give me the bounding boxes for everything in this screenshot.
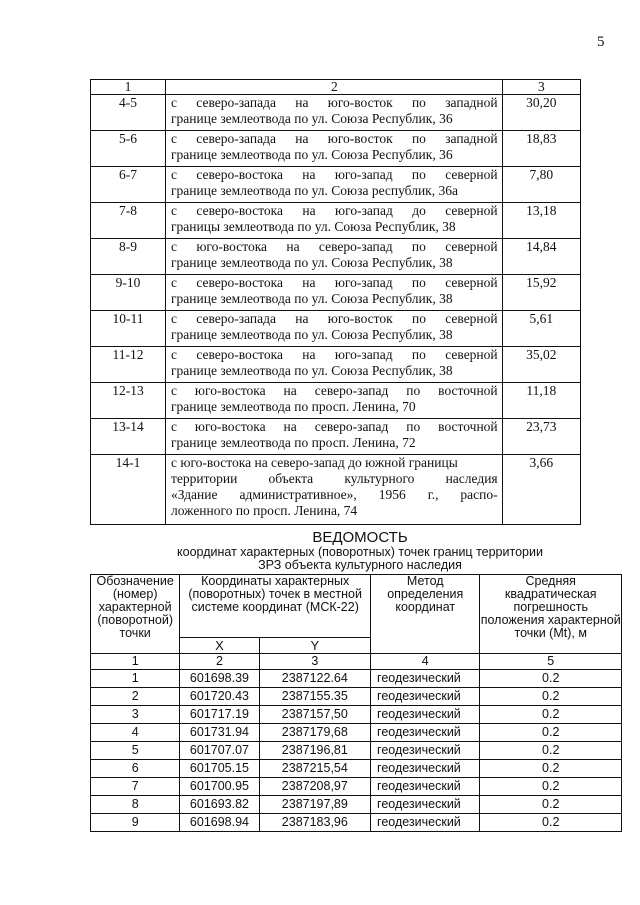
coord-y: 2387155.35 xyxy=(259,688,370,706)
segment-length: 23,73 xyxy=(502,419,580,455)
coord-accuracy: 0.2 xyxy=(480,760,622,778)
segment-description-line2: границе землеотвода по просп. Ленина, 72 xyxy=(171,435,416,450)
segment-points: 11-12 xyxy=(91,347,166,383)
segment-description-line1: с северо-востока на юго-запад до северной xyxy=(171,203,498,218)
segment-row xyxy=(91,95,581,131)
segments-header-col2: 2 xyxy=(166,80,503,95)
coord-y: 2387157,50 xyxy=(259,706,370,724)
segment-row xyxy=(91,347,581,383)
coord-row xyxy=(91,742,622,760)
col-number-4: 4 xyxy=(371,654,480,670)
statement-title-block xyxy=(90,530,630,572)
segment-description-line2: границе землеотвода по ул. Союза Республик, 38 xyxy=(171,327,453,342)
segment-points: 13-14 xyxy=(91,419,166,455)
segment-points: 7-8 xyxy=(91,203,166,239)
point-number: 6 xyxy=(91,760,180,778)
segment-row xyxy=(91,203,581,239)
segment-description-line1: с юго-востока на северо-запад по восточной xyxy=(171,383,498,398)
point-number: 3 xyxy=(91,706,180,724)
segment-description-line: территории объекта культурного наследия xyxy=(171,471,498,486)
segment-length: 18,83 xyxy=(502,131,580,167)
coord-x: 601717.19 xyxy=(180,706,259,724)
statement-title: ВЕДОМОСТЬ xyxy=(312,529,408,546)
segments-header-row xyxy=(91,80,581,95)
coord-method: геодезический xyxy=(371,796,480,814)
segment-description-line1: с юго-востока на северо-запад по северной xyxy=(171,239,498,254)
header-x: X xyxy=(180,638,259,654)
coord-method: геодезический xyxy=(371,814,480,832)
coord-row xyxy=(91,796,622,814)
segment-description xyxy=(166,275,503,311)
coord-x: 601693.82 xyxy=(180,796,259,814)
coord-accuracy: 0.2 xyxy=(480,688,622,706)
segment-points: 4-5 xyxy=(91,95,166,131)
coord-accuracy: 0.2 xyxy=(480,796,622,814)
segment-description xyxy=(166,419,503,455)
segment-description-line1: с северо-востока на юго-запад по северной xyxy=(171,347,498,362)
coord-y: 2387197,89 xyxy=(259,796,370,814)
segment-row xyxy=(91,167,581,203)
segment-row xyxy=(91,311,581,347)
segment-description xyxy=(166,347,503,383)
coord-x: 601705.15 xyxy=(180,760,259,778)
segment-length: 7,80 xyxy=(502,167,580,203)
segment-points: 8-9 xyxy=(91,239,166,275)
header-method: Метод определения координат xyxy=(371,575,480,654)
segment-length: 35,02 xyxy=(502,347,580,383)
coord-row xyxy=(91,724,622,742)
coord-method: геодезический xyxy=(371,742,480,760)
segment-description-line1: с северо-востока на юго-запад по северной xyxy=(171,167,498,182)
segment-description-line1: с северо-запада на юго-восток по западной xyxy=(171,95,498,110)
col-number-5: 5 xyxy=(480,654,622,670)
coord-y: 2387122.64 xyxy=(259,670,370,688)
statement-subtitle-line1: координат характерных (поворотных) точек границ территории xyxy=(177,545,543,559)
segment-description-line1: с юго-востока на северо-запад по восточной xyxy=(171,419,498,434)
segment-row xyxy=(91,455,581,525)
coord-method: геодезический xyxy=(371,760,480,778)
segment-points: 5-6 xyxy=(91,131,166,167)
header-coordinates: Координаты характерных (поворотных) точек в местной системе координат (МСК-22) xyxy=(180,575,371,638)
segment-points: 12-13 xyxy=(91,383,166,419)
coord-x: 601720.43 xyxy=(180,688,259,706)
point-number: 9 xyxy=(91,814,180,832)
coord-x: 601700.95 xyxy=(180,778,259,796)
segments-header-col1: 1 xyxy=(91,80,166,95)
segment-description-line2: границы землеотвода по ул. Союза Республик, 38 xyxy=(171,219,456,234)
segment-length: 13,18 xyxy=(502,203,580,239)
segment-description-line2: границе землеотвода по ул. Союза Республик, 38 xyxy=(171,291,453,306)
segment-description-line2: границе землеотвода по ул. Союза республик, 36а xyxy=(171,183,458,198)
segments-table xyxy=(90,79,581,525)
coord-row xyxy=(91,670,622,688)
point-number: 4 xyxy=(91,724,180,742)
segment-row xyxy=(91,131,581,167)
segment-description-line2: границе землеотвода по ул. Союза Республик, 38 xyxy=(171,255,453,270)
coord-method: геодезический xyxy=(371,724,480,742)
segment-description xyxy=(166,239,503,275)
coord-method: геодезический xyxy=(371,706,480,724)
coord-y: 2387215,54 xyxy=(259,760,370,778)
coord-accuracy: 0.2 xyxy=(480,724,622,742)
coord-method: геодезический xyxy=(371,778,480,796)
coord-y: 2387196,81 xyxy=(259,742,370,760)
segment-length: 5,61 xyxy=(502,311,580,347)
coord-y: 2387208,97 xyxy=(259,778,370,796)
segment-length: 3,66 xyxy=(502,455,580,525)
segment-length: 30,20 xyxy=(502,95,580,131)
segment-length: 11,18 xyxy=(502,383,580,419)
segment-description-line: «Здание административное», 1956 г., распо- xyxy=(171,487,498,502)
segment-description-line: с юго-востока на северо-запад до южной границы xyxy=(171,455,458,470)
coords-index-row xyxy=(91,654,622,670)
segment-description-line1: с северо-запада на юго-восток по северной xyxy=(171,311,498,326)
col-number-3: 3 xyxy=(259,654,370,670)
segment-description xyxy=(166,167,503,203)
segment-description-line2: границе землеотвода по просп. Ленина, 70 xyxy=(171,399,416,414)
coord-accuracy: 0.2 xyxy=(480,742,622,760)
segment-description-line: ложенного по просп. Ленина, 74 xyxy=(171,503,358,518)
segment-points: 9-10 xyxy=(91,275,166,311)
segment-row xyxy=(91,419,581,455)
col-number-2: 2 xyxy=(180,654,259,670)
segment-points: 10-11 xyxy=(91,311,166,347)
segments-header-col3: 3 xyxy=(502,80,580,95)
coord-accuracy: 0.2 xyxy=(480,706,622,724)
coord-accuracy: 0.2 xyxy=(480,670,622,688)
coord-x: 601698.39 xyxy=(180,670,259,688)
point-number: 5 xyxy=(91,742,180,760)
coord-x: 601731.94 xyxy=(180,724,259,742)
coord-row xyxy=(91,814,622,832)
coord-row xyxy=(91,760,622,778)
segment-description xyxy=(166,383,503,419)
segment-description xyxy=(166,203,503,239)
col-number-1: 1 xyxy=(91,654,180,670)
header-accuracy: Средняя квадратическая погрешность положения характерной точки (Mt), м xyxy=(480,575,622,654)
statement-subtitle-line2: ЗРЗ объекта культурного наследия xyxy=(258,558,462,572)
segment-length: 14,84 xyxy=(502,239,580,275)
coordinates-table xyxy=(90,574,622,832)
coord-x: 601698.94 xyxy=(180,814,259,832)
segment-description-line2: границе землеотвода по ул. Союза Республик, 36 xyxy=(171,111,453,126)
segment-description-line2: границе землеотвода по ул. Союза Республик, 38 xyxy=(171,363,453,378)
segment-points: 6-7 xyxy=(91,167,166,203)
header-y: Y xyxy=(259,638,370,654)
coords-header-row xyxy=(91,575,622,638)
segment-row xyxy=(91,239,581,275)
segment-points: 14-1 xyxy=(91,455,166,525)
coord-y: 2387179,68 xyxy=(259,724,370,742)
coord-method: геодезический xyxy=(371,688,480,706)
coord-row xyxy=(91,688,622,706)
segment-row xyxy=(91,275,581,311)
segment-description xyxy=(166,311,503,347)
segment-row xyxy=(91,383,581,419)
point-number: 2 xyxy=(91,688,180,706)
segment-description-line2: границе землеотвода по ул. Союза Республик, 36 xyxy=(171,147,453,162)
coord-accuracy: 0.2 xyxy=(480,814,622,832)
header-designation: Обозначение (номер) характерной (поворотной) точки xyxy=(91,575,180,654)
segment-description xyxy=(166,455,503,525)
segment-description-line1: с северо-запада на юго-восток по западной xyxy=(171,131,498,146)
point-number: 8 xyxy=(91,796,180,814)
coord-row xyxy=(91,706,622,724)
coord-x: 601707.07 xyxy=(180,742,259,760)
coord-y: 2387183,96 xyxy=(259,814,370,832)
page-number: 5 xyxy=(597,34,605,50)
segment-description xyxy=(166,131,503,167)
coord-method: геодезический xyxy=(371,670,480,688)
segment-description-line1: с северо-востока на юго-запад по северной xyxy=(171,275,498,290)
coord-row xyxy=(91,778,622,796)
segment-length: 15,92 xyxy=(502,275,580,311)
point-number: 7 xyxy=(91,778,180,796)
point-number: 1 xyxy=(91,670,180,688)
segment-description xyxy=(166,95,503,131)
coord-accuracy: 0.2 xyxy=(480,778,622,796)
